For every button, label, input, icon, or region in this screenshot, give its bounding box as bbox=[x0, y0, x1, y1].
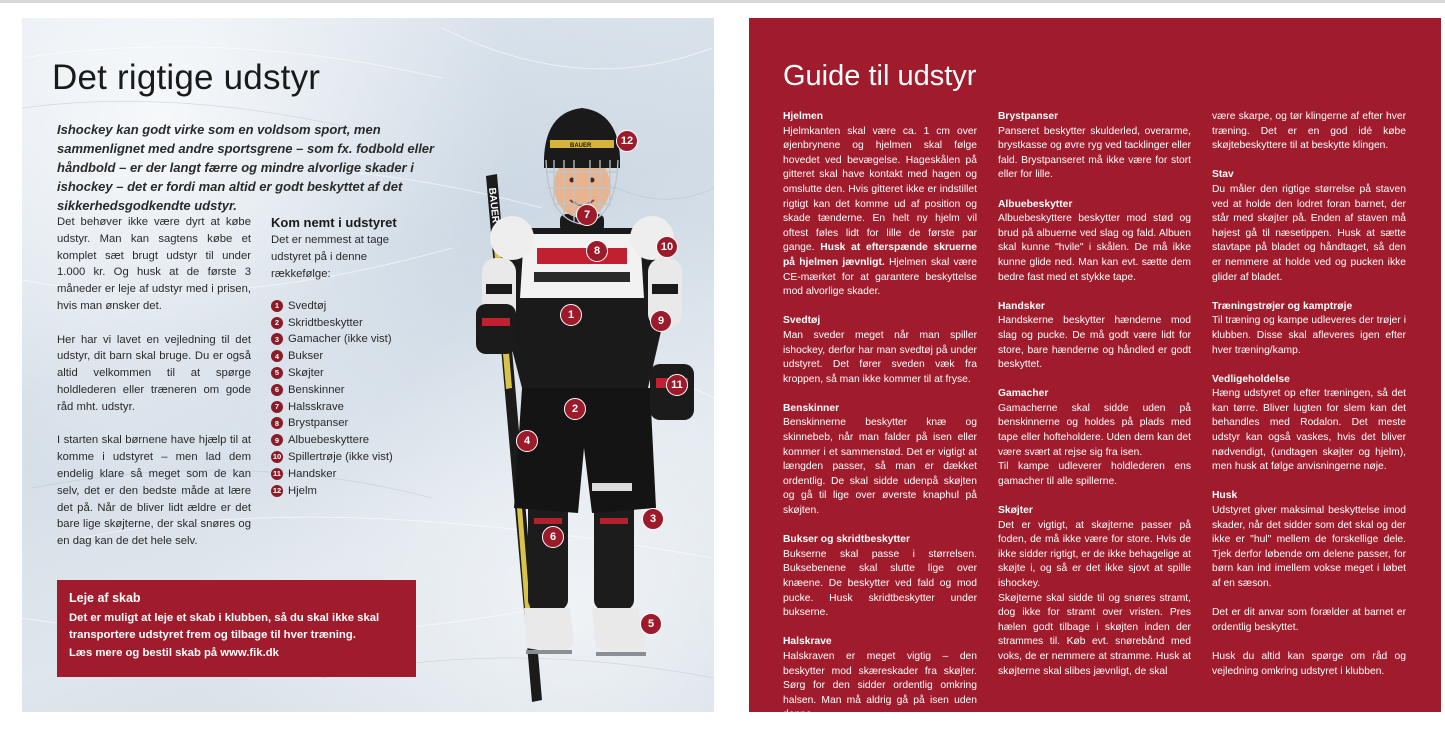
body-paragraph: I starten skal børnene have hjælp til at komme i udstyret – men lad dem endelig klare så meget som de kan selv, det er den bedste måde at lære det på. Når de bliver lidt ældre er det bare lige skøjterne, der skal snøres og en dag kan de det hele selv. bbox=[57, 434, 251, 548]
marker-8: 8 bbox=[586, 240, 608, 262]
number-badge: 4 bbox=[271, 350, 283, 362]
list-item-label: Skøjter bbox=[288, 366, 324, 379]
number-badge: 12 bbox=[272, 486, 282, 496]
section-heading: Vedligeholdelse bbox=[1212, 373, 1290, 385]
marker-5: 5 bbox=[640, 613, 662, 635]
number-badge: 8 bbox=[271, 417, 283, 429]
guide-column-2 bbox=[998, 110, 1191, 694]
intro-text: Ishockey kan godt virke som en voldsom sport, men sammenlignet med andre sportsgrene – som fx. fodbold eller håndbold – er der langt færre og mindre alvorlige skader i ishockey – det er fordi man altid er godt beskyttet af det sikkerhedsgodkendte udstyr. bbox=[57, 122, 435, 213]
section-text: Det er vigtigt, at skøjterne passer på foden, de må ikke være for store. Hvis de ikke sidder rigtigt, er de ikke behagelige at skøjte i, og så er det ikke sjovt at spille ishockey. bbox=[998, 519, 1191, 589]
marker-10: 10 bbox=[656, 236, 678, 258]
list-item-label: Spillertrøje (ikke vist) bbox=[288, 450, 393, 463]
hockey-player-illustration bbox=[442, 88, 712, 712]
marker-9: 9 bbox=[650, 310, 672, 332]
section-traeningstroejer bbox=[1212, 300, 1406, 358]
list-item bbox=[271, 297, 421, 314]
section-text: være skarpe, og tør klingerne af efter hver træning. Det er en god idé købe skøjtebeskyttere til at beskytte klingen. bbox=[1212, 111, 1406, 152]
section-heading: Træningstrøjer og kamptrøje bbox=[1212, 300, 1353, 312]
guide-column-1 bbox=[783, 110, 977, 729]
order-list bbox=[271, 297, 421, 499]
section-text: Handskerne beskytter hænderne mod slag og pucke. De må godt være lidt for store, bare hænderne og håndled er godt beskyttet. bbox=[998, 315, 1191, 371]
page-title: Det rigtige udstyr bbox=[52, 58, 321, 97]
list-item bbox=[271, 415, 421, 432]
section-text: Hæng udstyret op efter træningen, så det kan tørre. Bliver lugten for slem kan det behandles med Rodalon. Det meste udstyr kan også vaskes, hvis det bliver nødvendigt, (undtagen skøjter og hjelm), men husk at følge anvisningerne nøje. bbox=[1212, 388, 1406, 473]
marker-11: 11 bbox=[666, 374, 688, 396]
list-item-label: Albuebeskyttere bbox=[288, 434, 370, 447]
body-paragraph: Her har vi lavet en vejledning til det udstyr, dit barn skal bruge. Du er også altid velkommen til at spørge holdlederen eller træneren om gode råd mht. udstyr. bbox=[57, 333, 251, 413]
section-heading: Albuebeskytter bbox=[998, 198, 1073, 210]
list-item-label: Brystpanser bbox=[288, 417, 349, 430]
list-item-label: Hjelm bbox=[288, 484, 317, 497]
right-page bbox=[749, 18, 1441, 721]
number-badge: 2 bbox=[271, 317, 283, 329]
order-list-box bbox=[271, 215, 421, 499]
top-border bbox=[0, 0, 1445, 3]
section-stav bbox=[1212, 168, 1406, 285]
list-item bbox=[271, 381, 421, 398]
section-heading: Stav bbox=[1212, 169, 1234, 181]
list-item bbox=[271, 348, 421, 365]
section-heading: Hjelmen bbox=[783, 111, 824, 122]
locker-link[interactable]: Læs mere og bestil skab på www.fik.dk bbox=[69, 647, 279, 659]
list-item bbox=[271, 465, 421, 482]
section-heading: Bukser og skridtbeskytter bbox=[783, 534, 911, 546]
list-item bbox=[271, 365, 421, 382]
left-page bbox=[22, 18, 714, 712]
section-text: Udstyret giver maksimal beskyttelse imod skader, når det sidder som det skal og der ikke er "hul" mellem de forskellige dele. Tjek derfor løbende om delene passer, for børn kan ind imellem vokse meget i løbet af en sæson. bbox=[1212, 505, 1406, 589]
list-item-label: Bukser bbox=[288, 350, 324, 363]
section-text: Halskraven er meget vigtig – den beskytter mod skæreskader fra skøjter. Sørg for den sidder ordentlig omkring halsen. Man må aldrig gå på isen uden denne. bbox=[783, 650, 977, 721]
locker-title: Leje af skab bbox=[69, 591, 141, 605]
section-heading: Husk bbox=[1212, 490, 1238, 502]
marker-12: 12 bbox=[616, 130, 638, 152]
number-badge: 9 bbox=[271, 434, 283, 446]
section-albuebeskytter bbox=[998, 198, 1191, 286]
section-text: Gamacherne skal sidde uden på benskinnerne og holdes på plads med tape eller hofteholdere. Uden dem kan det være svært at rejse sig fra isen. bbox=[998, 402, 1191, 458]
list-item-label: Svedtøj bbox=[288, 299, 327, 312]
svg-text:BAUER: BAUER bbox=[570, 143, 592, 149]
section-brystpanser bbox=[998, 110, 1191, 183]
section-text: Hjelmkanten skal være ca. 1 cm over øjenbrynene og hjelmen skal følge hovedet ved bevægelse. Hageskålen på gitteret skal have kontakt med hagen og omslutte den. Hvis gitteret ikke er indstillet rigtigt kan det komme ud af position og skade tænderne. En helt ny hjelm vil oftest føles lidt for lille de første par gange. Husk at efterspænde skruerne på hjelmen jævnligt. Hjelmen skal være CE-mærket for at garantere beskyttelse mod alvorlige skader. bbox=[783, 125, 977, 298]
section-text: Albuebeskyttere beskytter mod stød og brud på albuerne ved slag og fald. Albuen skal kunne "hvile" i skålen. De må ikke kunne glide ned. Man kan evt. sætte dem bedre fast med et stykke tape. bbox=[998, 213, 1191, 283]
marker-3: 3 bbox=[642, 508, 664, 530]
section-heading: Handsker bbox=[998, 300, 1045, 312]
section-heading: Skøjter bbox=[998, 505, 1033, 517]
section-heading: Svedtøj bbox=[783, 315, 821, 327]
section-text: Man sveder meget når man spiller ishockey, derfor har man svedtøj på under udstyret. Det fører sveden væk fra kroppen, så man ikke kommer til at fryse. bbox=[783, 329, 977, 385]
number-badge: 3 bbox=[271, 333, 283, 345]
guide-title: Guide til udstyr bbox=[783, 60, 977, 92]
section-vedligeholdelse bbox=[1212, 373, 1406, 475]
list-item-label: Benskinner bbox=[288, 383, 345, 396]
section-text: Det er dit anvar som forælder at barnet er ordentlig beskyttet. bbox=[1212, 607, 1406, 633]
number-badge: 11 bbox=[271, 468, 283, 480]
marker-6: 6 bbox=[542, 526, 564, 548]
list-item bbox=[271, 449, 421, 466]
body-text bbox=[57, 214, 251, 550]
list-item-label: Gamacher (ikke vist) bbox=[288, 333, 392, 346]
section-handsker bbox=[998, 300, 1191, 373]
order-list-intro: Det er nemmest at tage udstyret på i denne rækkefølge: bbox=[271, 234, 390, 280]
list-item bbox=[271, 432, 421, 449]
section-text: Panseret beskytter skulderled, overarme, brystkasse og øvre ryg ved tacklinger eller fald. Brystpanseret må ikke være for stort eller for lille. bbox=[998, 125, 1191, 181]
svg-text:BAUER: BAUER bbox=[486, 187, 501, 224]
marker-7: 7 bbox=[576, 204, 598, 226]
section-text: Husk du altid kan spørge om råd og vejledning omkring udstyret i klubben. bbox=[1212, 650, 1406, 677]
locker-text: Det er muligt at leje et skab i klubben, så du skal ikke skal transportere udstyret frem og tilbage til hver træning. bbox=[69, 612, 380, 641]
section-text: Du måler den rigtige størrelse på staven ved at holde den lodret foran barnet, der står med skøjter på. Enden af staven må højest gå til næsetippen. Husk at sætte stavtape på bladet og håndtaget, så den er nemmere at holde ved og pucken ikke glider af bladet. bbox=[1212, 183, 1406, 283]
marker-1: 1 bbox=[560, 304, 582, 326]
section-text: Benskinnerne beskytter knæ og skinnebeb, når man falder på isen eller kommer i et sammenstød. Det er vigtigt at længden passer, så man er dækket ordentlig. De skal sidde udenpå skøjten og gå til lige over øverste knaphul på skøjten. bbox=[783, 417, 977, 517]
marker-4: 4 bbox=[516, 430, 538, 452]
number-badge: 5 bbox=[271, 367, 283, 379]
number-badge: 7 bbox=[271, 401, 283, 413]
section-text: Skøjterne skal sidde til og snøres stramt, dog ikke for stramt over vristen. Pres hælen godt tilbage i skøjten inden der strammes til. Køb evt. snørebånd med voks, de er nemmere at stramme. Husk at skøjterne skal slibes jævnligt, de skal bbox=[998, 592, 1191, 677]
section-text: Til kampe udleverer holdlederen ens gamacher til alle spillerne. bbox=[998, 461, 1191, 487]
section-husk bbox=[1212, 489, 1406, 679]
list-item bbox=[271, 314, 421, 331]
list-item bbox=[271, 398, 421, 415]
number-badge: 1 bbox=[271, 300, 283, 312]
body-paragraph: Det behøver ikke være dyrt at købe udstyr. Man kan sagtens købe et komplet sæt brugt udstyr til under 1.000 kr. Og husk at de første 3 måneder er leje af udstyr med i prisen, hvis man ønsker det. bbox=[57, 216, 251, 312]
marker-2: 2 bbox=[564, 398, 586, 420]
section-skoejter-cont bbox=[1212, 110, 1406, 154]
list-item bbox=[271, 482, 421, 499]
list-item-label: Skridtbeskytter bbox=[288, 316, 363, 329]
section-gamacher bbox=[998, 387, 1191, 489]
section-bukser bbox=[783, 533, 977, 621]
number-badge: 10 bbox=[272, 452, 282, 462]
section-heading: Halskrave bbox=[783, 636, 832, 648]
list-item-label: Handsker bbox=[288, 467, 337, 480]
number-badge: 6 bbox=[271, 384, 283, 396]
section-halskrave bbox=[783, 635, 977, 723]
section-text: Til træning og kampe udleveres der trøjer i klubben. Disse skal afleveres igen efter hver træning/kamp. bbox=[1212, 315, 1406, 356]
section-heading: Gamacher bbox=[998, 388, 1049, 400]
section-heading: Benskinner bbox=[783, 402, 840, 414]
section-skoejter bbox=[998, 504, 1191, 679]
section-heading: Brystpanser bbox=[998, 111, 1059, 122]
section-text: Bukserne skal passe i størrelsen. Buksebenene skal slutte lige over knæene. De beskytter ved fald og mod pucke. Husk skridtbeskytter under bukserne. bbox=[783, 548, 977, 619]
section-hjelmen bbox=[783, 110, 977, 300]
list-item bbox=[271, 331, 421, 348]
section-benskinner bbox=[783, 402, 977, 519]
section-svedtoej bbox=[783, 314, 977, 387]
list-item-label: Halsskrave bbox=[288, 400, 344, 413]
locker-info-box bbox=[57, 580, 416, 677]
order-list-title: Kom nemt i udstyret bbox=[271, 215, 397, 230]
guide-column-3 bbox=[1212, 110, 1406, 694]
